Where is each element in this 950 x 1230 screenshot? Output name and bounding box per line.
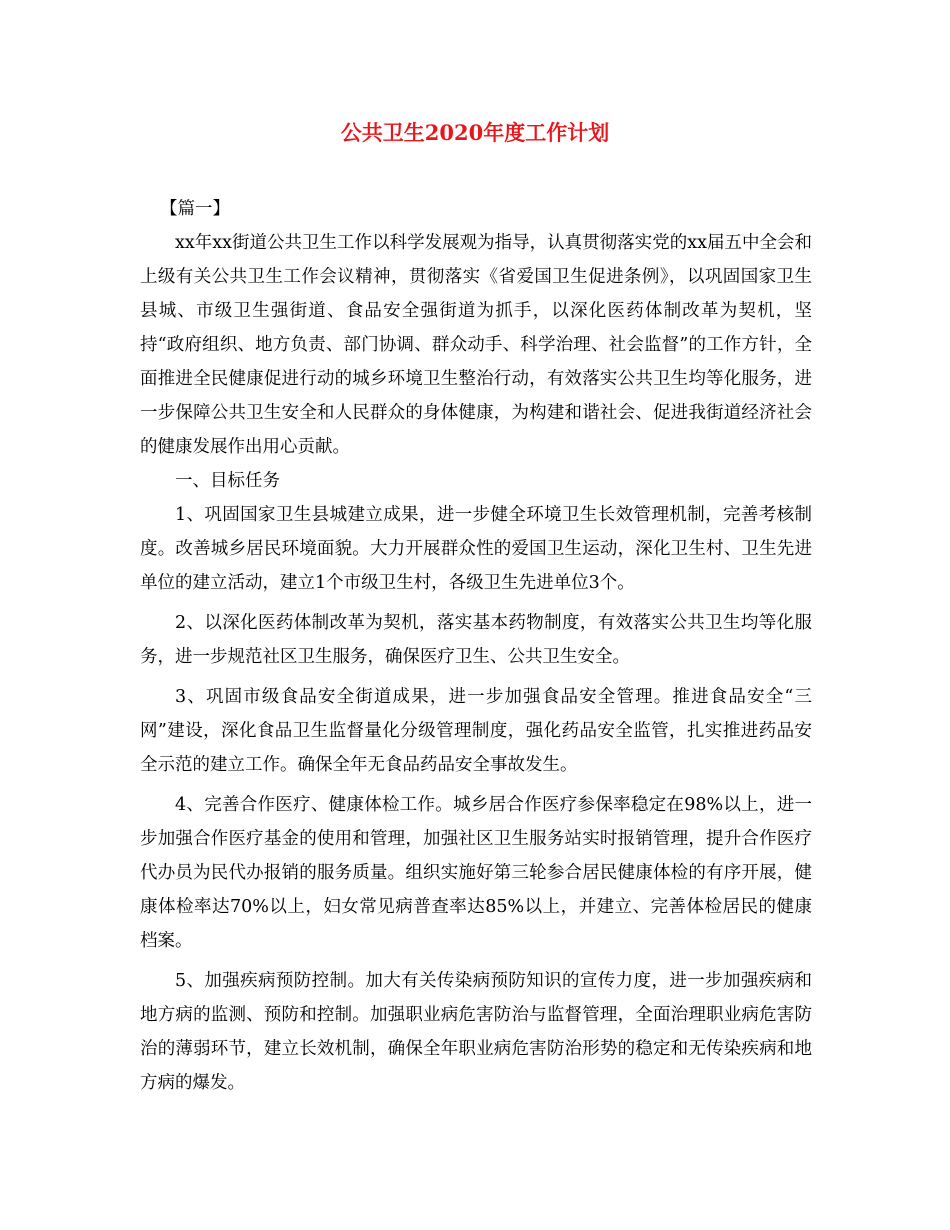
section-label: 【篇一】 [160,199,230,219]
page-title: 公共卫生2020年度工作计划 [340,120,610,145]
document-body [140,192,812,1100]
list-item: 4、完善合作医疗、健康体检工作。城乡居合作医疗参保率稳定在98%以上，进一步加强合作医疗基金的使用和管理，加强社区卫生服务站实时报销管理，提升合作医疗代办员为民代办报销的服务质量。组织实施好第三轮参合居民健康体检的有序开展，健康体检率达70%以上，妇女常见病普查率达85%以上，并建立、完善体检居民的健康档案。 [140,795,812,951]
list-item: 3、巩固市级食品安全街道成果，进一步加强食品安全管理。推进食品安全“三网”建设，深化食品卫生监督量化分级管理制度，强化药品安全监管，扎实推进药品安全示范的建立工作。确保全年无食品药品安全事故发生。 [140,687,812,775]
list-item: 1、巩固国家卫生县城建立成果，进一步健全环境卫生长效管理机制，完善考核制度。改善城乡居民环境面貌。大力开展群众性的爱国卫生运动，深化卫生村、卫生先进单位的建立活动，建立1个市级卫生村，各级卫生先进单位3个。 [140,505,812,593]
section-heading: 一、目标任务 [175,471,280,491]
list-item: 5、加强疾病预防控制。加大有关传染病预防知识的宣传力度，进一步加强疾病和地方病的监测、预防和控制。加强职业病危害防治与监督管理，全面治理职业病危害防治的薄弱环节，建立长效机制，确保全年职业病危害防治形势的稳定和无传染疾病和地方病的爆发。 [140,971,812,1093]
intro-paragraph: xx年xx街道公共卫生工作以科学发展观为指导，认真贯彻落实党的xx届五中全会和上级有关公共卫生工作会议精神，贯彻落实《省爱国卫生促进条例》，以巩固国家卫生县城、市级卫生强街道、食品安全强街道为抓手，以深化医药体制改革为契机，坚持“政府组织、地方负责、部门协调、群众动手、科学治理、社会监督”的工作方针，全面推进全民健康促进行动的城乡环境卫生整治行动，有效落实公共卫生均等化服务，进一步保障公共卫生安全和人民群众的身体健康，为构建和谐社会、促进我街道经济社会的健康发展作出用心贡献。 [140,233,812,457]
list-item: 2、以深化医药体制改革为契机，落实基本药物制度，有效落实公共卫生均等化服务，进一步规范社区卫生服务，确保医疗卫生、公共卫生安全。 [140,613,812,667]
